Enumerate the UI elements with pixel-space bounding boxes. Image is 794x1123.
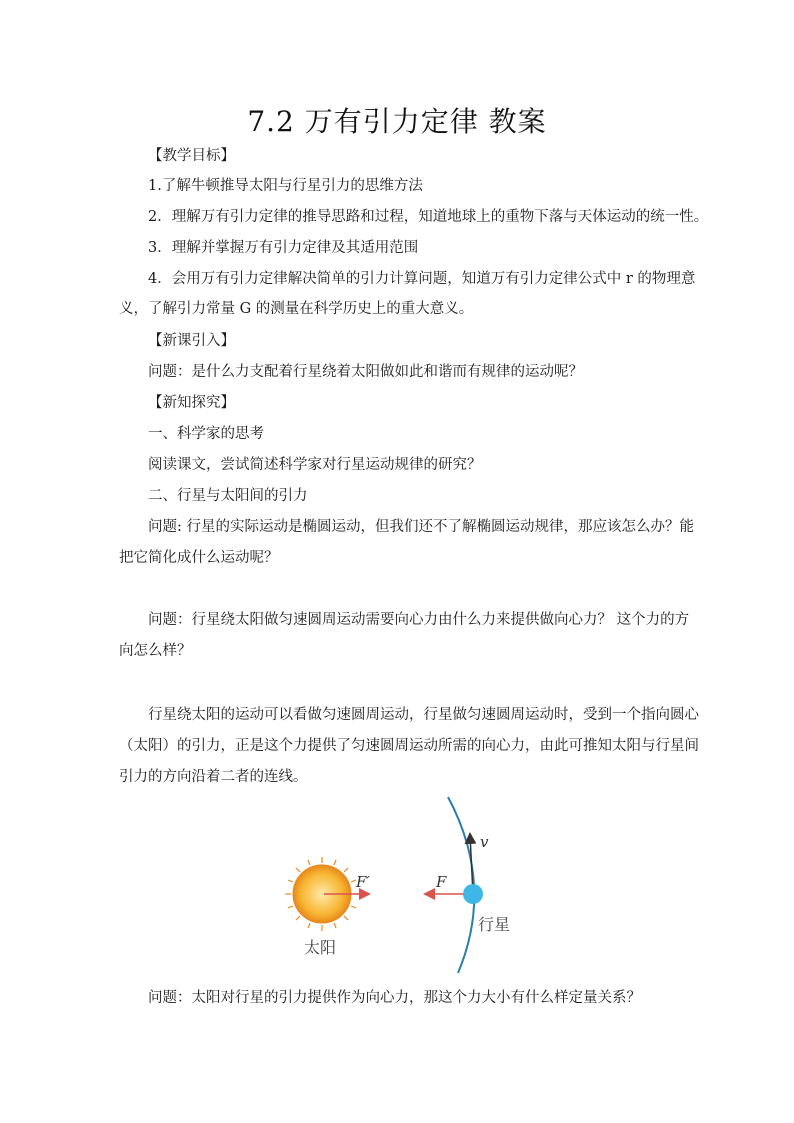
goal-1: 1.了解牛顿推导太阳与行星引力的思维方法 bbox=[148, 178, 423, 194]
sun-label: 太阳 bbox=[304, 938, 337, 957]
question-2-line-2: 向怎么样？ bbox=[119, 643, 192, 659]
question-2-line-1: 问题：行星绕太阳做匀速圆周运动需要向心力由什么力来提供做向心力？ 这个力的方 bbox=[148, 612, 690, 628]
goal-2: 2．理解万有引力定律的推导思路和过程，知道地球上的重物下落与天体运动的统一性。 bbox=[148, 209, 709, 225]
paragraph-line-2: （太阳）的引力，正是这个力提供了匀速圆周运动所需的向心力，由此可推知太阳与行星间 bbox=[119, 738, 699, 754]
intro-question: 问题：是什么力支配着行星绕着太阳做如此和谐而有规律的运动呢？ bbox=[148, 364, 583, 380]
part-1-text: 阅读课文，尝试简述科学家对行星运动规律的研究？ bbox=[148, 457, 482, 473]
planet-label: 行星 bbox=[478, 915, 511, 934]
planet-icon bbox=[463, 884, 483, 904]
velocity-label: v bbox=[480, 833, 489, 851]
part-2-heading: 二、行星与太阳间的引力 bbox=[148, 488, 308, 504]
goal-4-line-1: 4．会用万有引力定律解决简单的引力计算问题，知道万有引力定律公式中 r 的物理意 bbox=[148, 271, 696, 287]
part-1-heading: 一、科学家的思考 bbox=[148, 426, 264, 442]
sun-planet-figure bbox=[280, 795, 540, 975]
question-3: 问题：太阳对行星的引力提供作为向心力，那这个力大小有什么样定量关系？ bbox=[148, 990, 641, 1006]
intro-heading: 【新课引入】 bbox=[148, 333, 235, 349]
paragraph-line-3: 引力的方向沿着二者的连线。 bbox=[119, 769, 308, 785]
explore-heading: 【新知探究】 bbox=[148, 395, 235, 411]
paragraph-line-1: 行星绕太阳的运动可以看做匀速圆周运动，行星做匀速圆周运动时，受到一个指向圆心 bbox=[148, 707, 699, 723]
force-sun-label: F′ bbox=[356, 873, 370, 891]
page-title: 7.2 万有引力定律 教案 bbox=[247, 105, 547, 138]
force-planet-label: F bbox=[436, 873, 447, 891]
question-1-line-2: 把它简化成什么运动呢？ bbox=[119, 550, 279, 566]
figure-svg bbox=[280, 795, 540, 975]
goals-heading: 【教学目标】 bbox=[148, 148, 235, 164]
question-1-line-1: 问题: 行星的实际运动是椭圆运动，但我们还不了解椭圆运动规律，那应该怎么办？能 bbox=[148, 519, 694, 535]
goal-4-line-2: 义，了解引力常量 G 的测量在科学历史上的重大意义。 bbox=[119, 301, 474, 317]
goal-3: 3．理解并掌握万有引力定律及其适用范围 bbox=[148, 240, 419, 256]
